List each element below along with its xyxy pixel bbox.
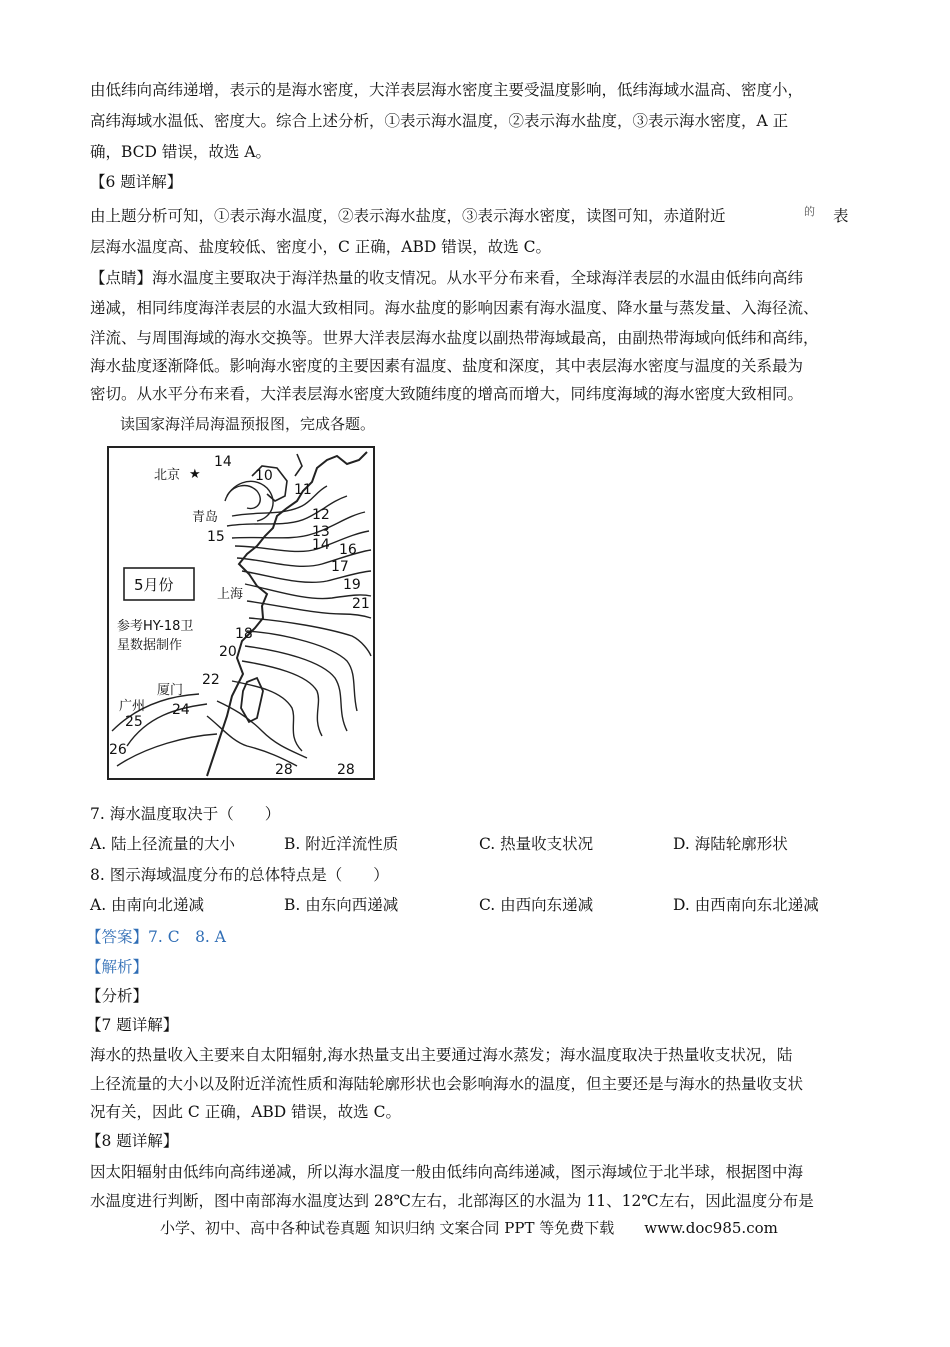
text-line: 海水的热量收入主要来自太阳辐射,海水热量支出主要通过海水蒸发；海水温度取决于热量收支状况，陆 <box>90 1046 793 1064</box>
q8-option-b: B. 由东向西递减 <box>284 896 399 914</box>
text-line: 高纬海域水温低、密度大。综合上述分析，①表示海水温度，②表示海水盐度，③表示海水密度，A 正 <box>90 112 789 130</box>
text-line: 水温度进行判断，图中南部海水温度达到 28℃左右，北部海区的水温为 11、12℃左右，因此温度分布是 <box>90 1192 814 1210</box>
iso-label: 14 <box>214 454 232 470</box>
answer-text: 【答案】7. C 8. A <box>86 928 226 946</box>
text-line: 层海水温度高、盐度较低、密度小，C 正确，ABD 错误，故选 C。 <box>90 238 552 256</box>
text-line: 由低纬向高纬递增，表示的是海水密度，大洋表层海水密度主要受温度影响，低纬海域水温高、密度小， <box>90 81 804 99</box>
fenxi-heading: 【分析】 <box>86 987 149 1005</box>
iso-label: 14 <box>312 537 330 553</box>
text-line: 况有关，因此 C 正确，ABD 错误，故选 C。 <box>90 1103 401 1121</box>
q8-detail-heading: 【8 题详解】 <box>86 1132 179 1150</box>
text-line: 由上题分析可知，①表示海水温度，②表示海水盐度，③表示海水密度，读图可知，赤道附近 <box>90 207 726 225</box>
text-line: 密切。从水平分布来看，大洋表层海水密度大致随纬度的增高而增大，同纬度海域的海水密度大致相同。 <box>90 385 804 403</box>
q7-option-b: B. 附近洋流性质 <box>284 835 399 853</box>
question-7-stem: 7. 海水温度取决于（ ） <box>90 805 281 823</box>
iso-label: 26 <box>109 742 127 758</box>
source-line-2: 星数据制作 <box>117 638 183 653</box>
iso-label: 17 <box>331 559 349 575</box>
map-label-xiamen: 厦门 <box>157 683 184 698</box>
text-line: 递减，相同纬度海洋表层的水温大致相同。海水盐度的影响因素有海水温度、降水量与蒸发量、入海径流、 <box>90 299 819 317</box>
iso-label: 22 <box>202 672 220 688</box>
iso-label: 11 <box>294 482 312 498</box>
iso-label: 20 <box>219 644 237 660</box>
iso-label: 28 <box>337 762 355 778</box>
section-heading: 【6 题详解】 <box>90 173 183 191</box>
iso-label: 18 <box>235 626 253 642</box>
source-line-1: 参考HY-18卫 <box>117 619 194 634</box>
map-label-qingdao: 青岛 <box>192 510 219 525</box>
text-line: 上径流量的大小以及附近洋流性质和海陆轮廓形状也会影响海水的温度，但主要还是与海水的热量收支状 <box>90 1075 804 1093</box>
page-footer: 小学、初中、高中各种试卷真题 知识归纳 文案合同 PPT 等免费下载 www.doc985.com <box>160 1219 778 1237</box>
text-line-end: 表 <box>833 207 849 225</box>
star-icon: ★ <box>189 467 201 482</box>
q7-option-d: D. 海陆轮廓形状 <box>673 835 788 853</box>
q8-option-a: A. 由南向北递减 <box>90 896 205 914</box>
map-label-guangzhou: 广州 <box>119 699 146 714</box>
text-line: 洋流、与周围海域的海水交换等。世界大洋表层海水盐度以副热带海域最高，由副热带海域向低纬和高纬， <box>90 329 819 347</box>
q7-detail-heading: 【7 题详解】 <box>86 1016 179 1034</box>
sea-temperature-map <box>107 446 375 780</box>
q7-option-a: A. 陆上径流量的大小 <box>90 835 236 853</box>
text-line: 因太阳辐射由低纬向高纬递减，所以海水温度一般由低纬向高纬递减，图示海域位于北半球，根据图中海 <box>90 1163 804 1181</box>
iso-label: 25 <box>125 714 143 730</box>
map-label-shanghai: 上海 <box>217 587 244 602</box>
question-8-stem: 8. 图示海域温度分布的总体特点是（ ） <box>90 866 389 884</box>
text-line: 确，BCD 错误，故选 A。 <box>90 143 272 161</box>
month-label: 5月份 <box>134 576 174 594</box>
iso-label: 21 <box>352 596 370 612</box>
iso-label: 19 <box>343 577 361 593</box>
q8-option-c: C. 由西向东递减 <box>479 896 594 914</box>
iso-label: 13 <box>312 524 330 540</box>
text-line: 【点睛】海水温度主要取决于海洋热量的收支情况。从水平分布来看，全球海洋表层的水温由低纬向高纬 <box>90 269 804 287</box>
text-line: 海水盐度逐渐降低。影响海水密度的主要因素有温度、盐度和深度，其中表层海水密度与温度的关系最为 <box>90 357 804 375</box>
stray-char: 的 <box>804 205 815 218</box>
iso-label: 10 <box>255 468 273 484</box>
q8-option-d: D. 由西南向东北递减 <box>673 896 819 914</box>
iso-label: 28 <box>275 762 293 778</box>
map-label-beijing: 北京 <box>154 468 181 483</box>
iso-label: 15 <box>207 529 225 545</box>
iso-label: 16 <box>339 542 357 558</box>
analysis-heading: 【解析】 <box>86 958 149 976</box>
iso-label: 24 <box>172 702 190 718</box>
answer-line <box>86 927 226 947</box>
q7-option-c: C. 热量收支状况 <box>479 835 594 853</box>
intro-text: 读国家海洋局海温预报图，完成各题。 <box>120 415 376 433</box>
iso-label: 12 <box>312 507 330 523</box>
